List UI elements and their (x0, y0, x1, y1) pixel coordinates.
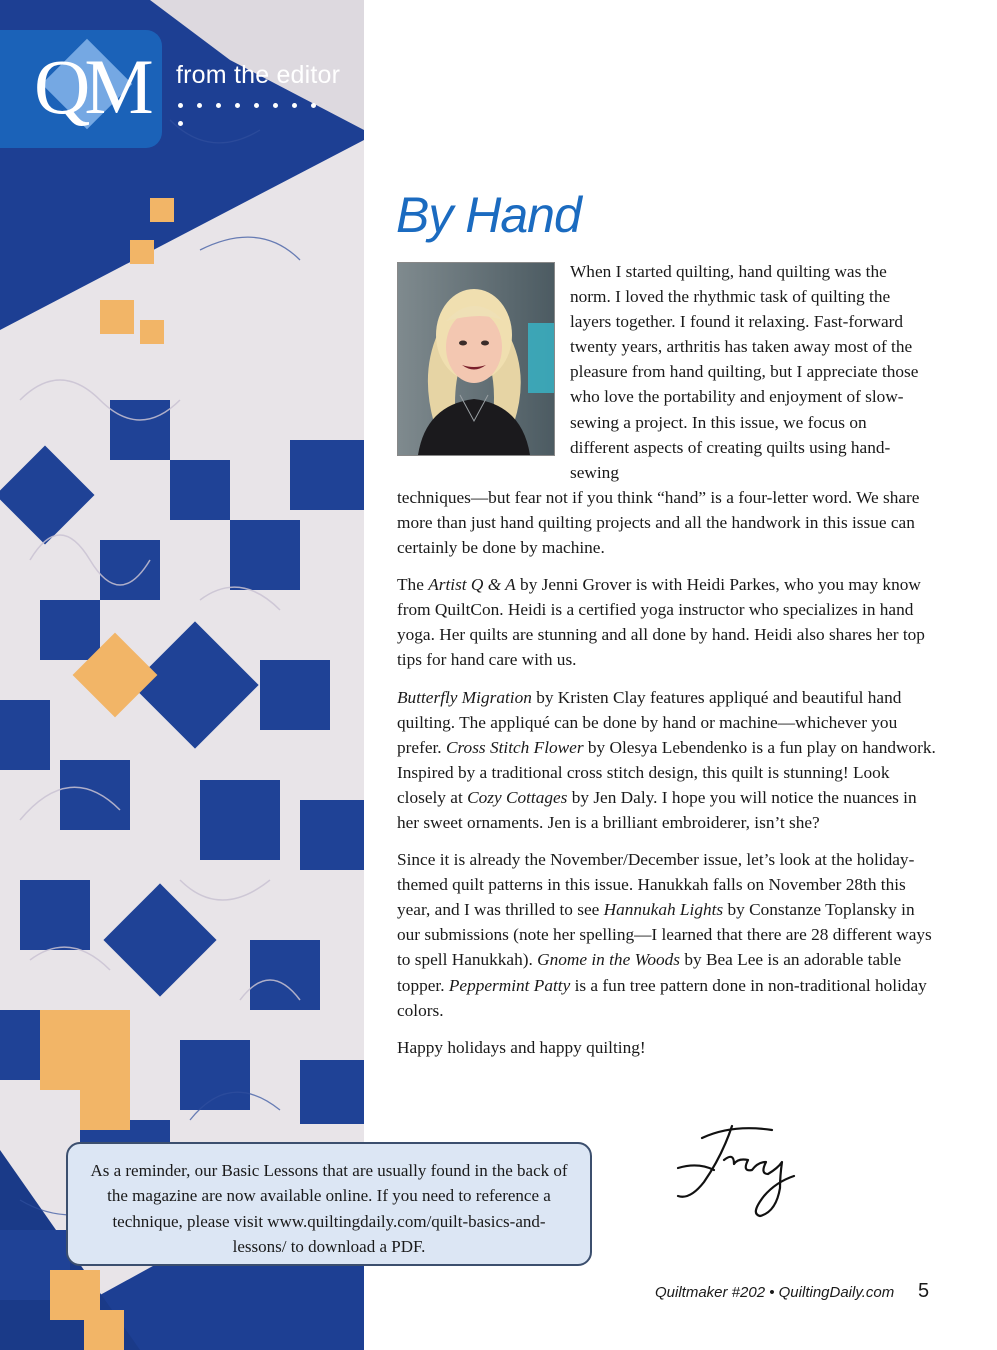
basic-lessons-reminder: As a reminder, our Basic Lessons that are usually found in the back of the magazine are now available online. If you need to reference a technique, please visit www.quiltingdaily.com/quilt-basics-and-lessons/ to download a PDF. (66, 1142, 592, 1266)
title-artist-qa: Artist Q & A (428, 575, 516, 595)
paragraph-artist-qa: The Artist Q & A by Jenni Grover is with Heidi Parkes, who you may know from QuiltCon. Heidi is a certified yoga instructor who specializes in hand yoga. Her quilts are stunning and all done by hand. Heidi also shares her top tips for hand care with us. (397, 575, 925, 670)
paragraph-butterfly: Butterfly Migration by Kristen Clay features appliqué and beautiful hand quilting. The appliqué can be done by hand or machine—whichever you prefer. Cross Stitch Flower by Olesya Lebendenko is a fun play on handwork. Inspired by a traditional cross stitch design, this quilt is stunning! Look closely at Cozy Cottages by Jen Daly. I hope you will notice the nuances in her sweet ornaments. Jen is a brilliant embroiderer, isn’t she? (397, 687, 936, 832)
editor-signature (672, 1118, 810, 1228)
section-label: from the editor (176, 61, 341, 89)
qm-logo (0, 30, 162, 148)
paragraph-holiday: Since it is already the November/December issue, let’s look at the holiday-themed quilt patterns in this issue. Hanukkah falls on November 28th this year, and I was thrilled to see Hannukah Lights by Constanze Toplansky in our submissions (note her spelling—I learned that there are 28 different ways to spell Hanukkah). Gnome in the Woods by Bea Lee is an adorable table topper. Peppermint Patty is a fun tree pattern done in non-traditional holiday colors. (397, 850, 932, 1020)
page-number: 5 (918, 1280, 930, 1302)
article-body (397, 259, 937, 1072)
logo-text: QM (34, 43, 148, 130)
paragraph-intro-wrapped: When I started quilting, hand quilting was the norm. I loved the rhythmic task of quilting the layers together. I found it relaxing. Fast-forward twenty years, arthritis has taken away most of the pleasure from hand quilting, but I appreciate those who love the portability and enjoyment of slow-sewing a project. In this issue, we focus on different aspects of creating quilts using hand-sewing (570, 262, 919, 482)
title-gnome-in-the-woods: Gnome in the Woods (537, 950, 681, 970)
title-butterfly-migration: Butterfly Migration (397, 687, 532, 707)
paragraph-intro-continued: techniques—but fear not if you think “hand” is a four-letter word. We share more than just hand quilting projects and all the handwork in this issue can certainly be done by machine. (397, 487, 920, 558)
title-cozy-cottages: Cozy Cottages (467, 787, 568, 807)
article-title: By Hand (396, 187, 581, 243)
title-hannukah-lights: Hannukah Lights (603, 900, 724, 920)
title-cross-stitch-flower: Cross Stitch Flower (445, 737, 584, 757)
decorative-dots (178, 95, 348, 103)
title-peppermint-patty: Peppermint Patty (448, 975, 571, 995)
paragraph-closing: Happy holidays and happy quilting! (397, 1037, 646, 1057)
footer-publication: Quiltmaker #202 • QuiltingDaily.com (655, 1284, 895, 1301)
